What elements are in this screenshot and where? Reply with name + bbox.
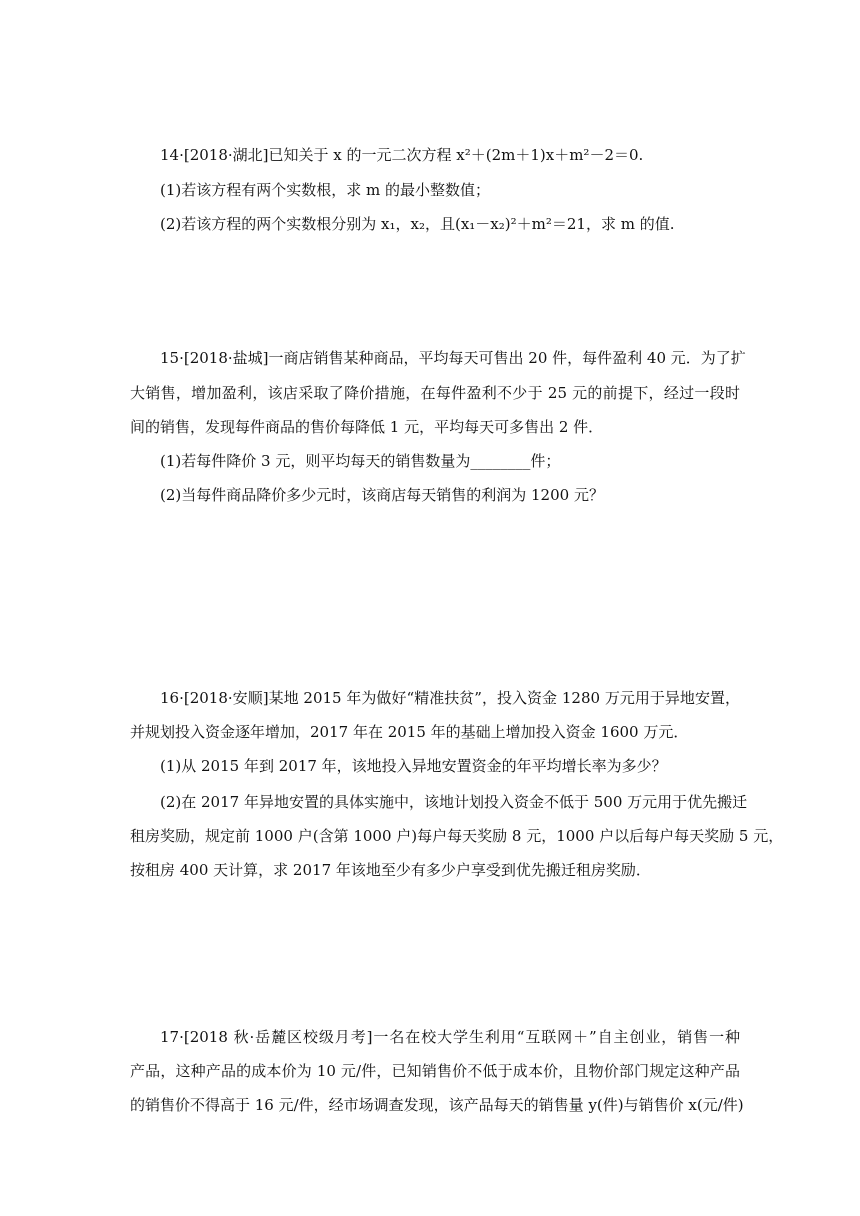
problem-15-part-2: (2)当每件商品降价多少元时，该商店每天销售的利润为 1200 元？ <box>160 486 604 504</box>
problem-16-part-1: (1)从 2015 年到 2017 年，该地投入异地安置资金的年平均增长率为多少？ <box>160 757 667 775</box>
problem-14-part-1: (1)若该方程有两个实数根，求 m 的最小整数值； <box>160 181 491 199</box>
problem-17-statement-line-3: 的销售价不得高于 16 元/件，经市场调查发现，该产品每天的销售量 y(件)与销售价 x(元/件) <box>130 1096 744 1114</box>
problem-15-statement-line-1: 15·[2018·盐城]一商店销售某种商品，平均每天可售出 20 件，每件盈利 40 元．为了扩 <box>160 349 746 367</box>
problem-15-statement-line-2: 大销售，增加盈利，该店采取了降价措施，在每件盈利不少于 25 元的前提下，经过一段时 <box>130 384 740 402</box>
problem-16-part-2-line-1: (2)在 2017 年异地安置的具体实施中，该地计划投入资金不低于 500 万元用于优先搬迁 <box>160 793 748 811</box>
problem-16-statement-line-1: 16·[2018·安顺]某地 2015 年为做好“精准扶贫”，投入资金 1280 万元用于异地安置， <box>160 689 740 707</box>
problem-17-statement-line-2: 产品，这种产品的成本价为 10 元/件，已知销售价不低于成本价，且物价部门规定这种产品 <box>130 1062 740 1080</box>
problem-16-statement-line-2: 并规划投入资金逐年增加，2017 年在 2015 年的基础上增加投入资金 1600 万元． <box>130 723 689 741</box>
problem-15-part-1: (1)若每件降价 3 元，则平均每天的销售数量为________件； <box>160 452 561 470</box>
problem-16-part-2-line-2: 租房奖励，规定前 1000 户(含第 1000 户)每户每天奖励 8 元，1000 户以后每户每天奖励 5 元， <box>130 827 784 845</box>
problem-17-statement-line-1: 17·[2018 秋·岳麓区校级月考]一名在校大学生利用“互联网＋”自主创业，销售一种 <box>160 1028 740 1046</box>
problem-15-statement-line-3: 间的销售，发现每件商品的售价每降低 1 元，平均每天可多售出 2 件． <box>130 418 604 436</box>
problem-14-statement: 14·[2018·湖北]已知关于 x 的一元二次方程 x²＋(2m＋1)x＋m²－2＝0. <box>160 146 644 164</box>
problem-14-part-2: (2)若该方程的两个实数根分别为 x₁，x₂，且(x₁－x₂)²＋m²＝21，求 m 的值. <box>160 215 675 233</box>
problem-16-part-2-line-3: 按租房 400 天计算，求 2017 年该地至少有多少户享受到优先搬迁租房奖励． <box>130 861 651 879</box>
